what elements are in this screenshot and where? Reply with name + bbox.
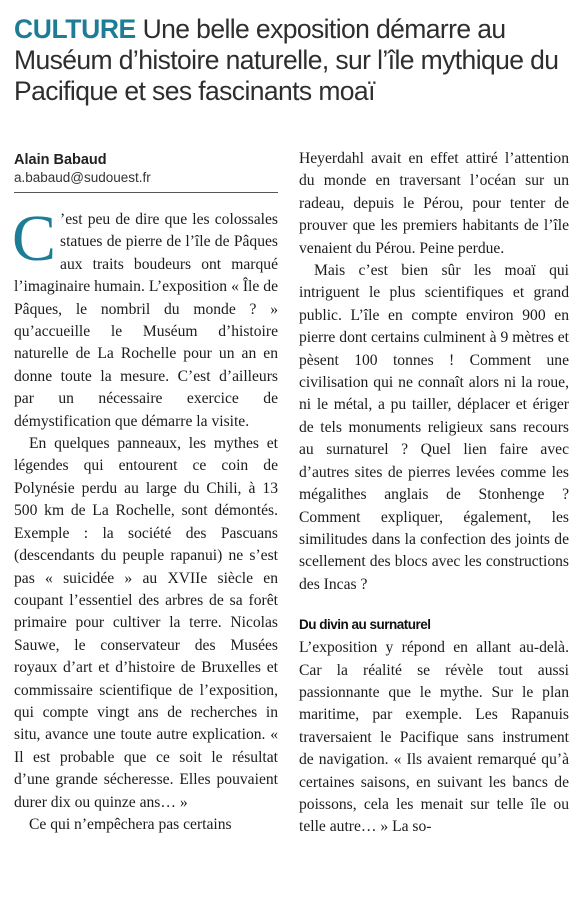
article-subhead: Du divin au surnaturel xyxy=(299,617,431,633)
dropcap-letter: C xyxy=(12,202,57,275)
article-paragraph: L’exposition y répond en allant au-delà. Car la réalité se révèle tout aussi passionnante que le mythe. Sur le plan maritime, par exemple. Les Rapanuis traversaient le Pacifique sans instrument de navigation. « Ils avaient remarqué qu’à certaines saisons, en suivant les bancs de poissons, cela les menait sur telle île ou telle autre… » La so- xyxy=(299,639,569,836)
article-paragraph xyxy=(12,202,278,433)
article-paragraph: Ce qui n’empêchera pas certains xyxy=(29,815,232,833)
author-email[interactable]: a.babaud@sudouest.fr xyxy=(14,169,278,193)
headline xyxy=(14,14,569,107)
article-body-left xyxy=(12,202,278,836)
author-name: Alain Babaud xyxy=(14,152,107,168)
paragraph-text: ’est peu de dire que les colossales statues de pierre de l’île de Pâques aux traits boudeurs ont marqué l’imaginaire humain. L’exposition « Île de Pâques, le nombril du monde ? » qu’accueille le Muséum d’histoire naturelle de La Rochelle pour un an en donne toute la mesure. C’est d’ailleurs par un nécessaire exercice de démystification que démarre la visite. xyxy=(14,211,278,430)
article-body-right xyxy=(299,148,569,839)
headline-text: Une belle exposition démarre au Muséum d’histoire naturelle, sur l’île mythique du Pacifique et ses fascinants moaï xyxy=(14,14,559,106)
article-column-left xyxy=(14,152,278,836)
article-paragraph: Mais c’est bien sûr les moaï qui intriguent le plus scientifiques et grand public. L’île en compte environ 900 en pierre dont certains culminent à 9 mètres et pèsent 100 tonnes ! Comment une civilisation qui ne connaît alors ni la roue, ni le métal, a pu tailler, déplacer et ériger de tels monuments religieux sans recours au surnaturel ? Quel lien faire avec d’autres sites de pierres levées comme les mégalithes anglais de Stonhenge ? Comment expliquer, également, les similitudes dans la confection des joints de scellement des blocs avec les constructions des Incas ? xyxy=(299,262,569,593)
article-paragraph: En quelques panneaux, les mythes et légendes qui entourent ce coin de Polynésie perdu au large du Chili, à 13 500 km de La Rochelle, sont démontés. Exemple : la société des Pascuans (descendants du peuple rapanui) ne s’est pas « suicidée » au XVIIe siècle en coupant l’essentiel des arbres de sa forêt primaire pour cultiver la terre. Nicolas Sauwe, le conservateur des Musées royaux d’art et d’histoire de Bruxelles et commissaire scientifique de l’exposition, qui compte vingt ans de recherches in situ, avance une toute autre explication. « Il est probable que ce soit le résultat d’une grande sécheresse. Elles pouvaient durer dix ou quinze ans… » xyxy=(14,435,278,811)
rubric-label: CULTURE xyxy=(14,14,136,44)
article-paragraph: Heyerdahl avait en effet attiré l’attention du monde en traversant l’océan sur un radeau, depuis le Pérou, pour tenter de prouver que les premiers habitants de l’île venaient du Pérou. Peine perdue. xyxy=(299,150,569,257)
article-column-right xyxy=(299,148,569,839)
